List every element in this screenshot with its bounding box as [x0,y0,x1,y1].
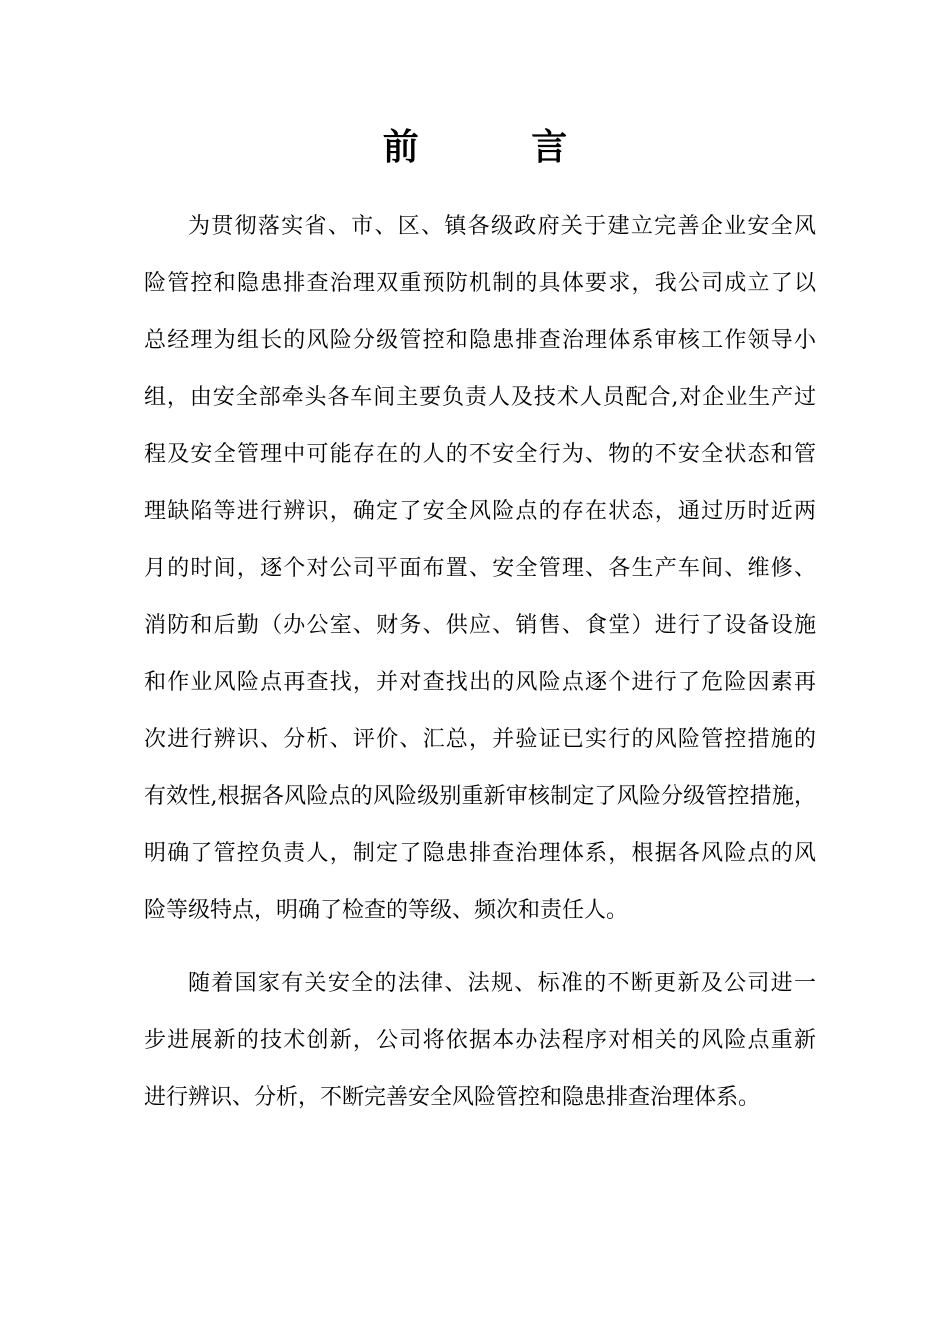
text-line: 为贯彻落实省、市、区、镇各级政府关于建立完善企业安全风 [188,214,816,239]
text-line: 进行辨识、分析，不断完善安全风险管控和隐患排查治理体系。 [144,1085,761,1110]
text-line: 总经理为组长的风险分级管控和隐患排查治理体系审核工作领导小 [144,328,816,353]
text-line: 组，由安全部牵头各车间主要负责人及技术人员配合,对企业生产过 [144,385,816,410]
text-line: 次进行辨识、分析、评价、汇总，并验证已实行的风险管控措施的 [144,727,816,752]
text-line: 月的时间，逐个对公司平面布置、安全管理、各生产车间、维修、 [144,556,816,581]
text-line: 明确了管控负责人，制定了隐患排查治理体系，根据各风险点的风 [144,841,816,866]
text-line: 消防和后勤（办公室、财务、供应、销售、食堂）进行了设备设施 [144,613,816,638]
paragraph-1 [144,198,816,939]
text-line: 步进展新的技术创新，公司将依据本办法程序对相关的风险点重新 [144,1028,816,1053]
text-line: 理缺陷等进行辨识，确定了安全风险点的存在状态，通过历时近两 [144,499,816,524]
page-title: 前 言 [382,127,618,168]
text-line: 随着国家有关安全的法律、法规、标准的不断更新及公司进一 [188,971,816,996]
text-line: 和作业风险点再查找，并对查找出的风险点逐个进行了危险因素再 [144,670,816,695]
text-line: 险管控和隐患排查治理双重预防机制的具体要求，我公司成立了以 [144,271,816,296]
paragraph-2 [144,955,816,1126]
text-line: 程及安全管理中可能存在的人的不安全行为、物的不安全状态和管 [144,442,816,467]
text-line: 险等级特点，明确了检查的等级、频次和责任人。 [144,898,629,923]
text-line: 有效性,根据各风险点的风险级别重新审核制定了风险分级管控措施， [144,784,816,809]
